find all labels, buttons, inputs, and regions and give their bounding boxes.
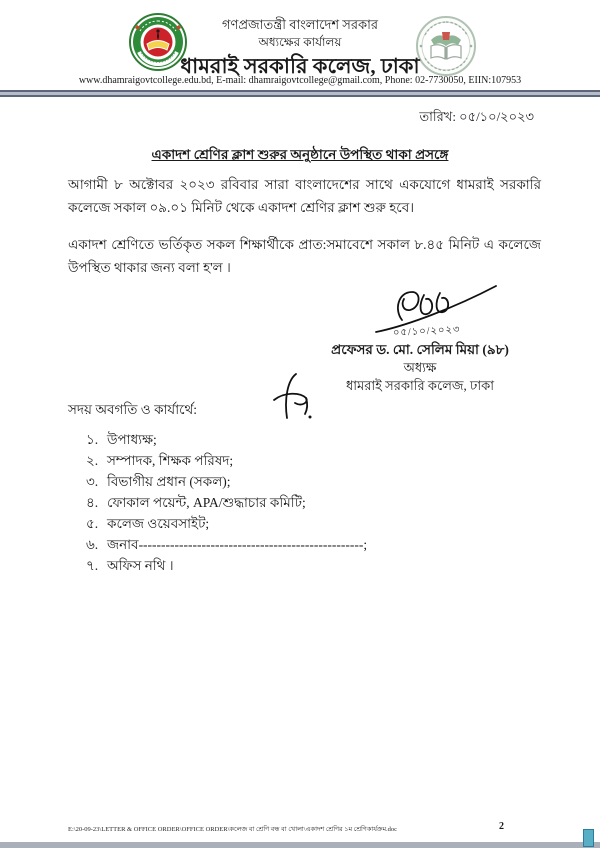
list-item-number: ৪. — [86, 495, 99, 510]
subject-line: একাদশ শ্রেণির ক্লাশ শুরুর অনুষ্ঠানে উপস্থিত থাকা প্রসঙ্গে — [151, 147, 449, 162]
initial-scribble — [260, 370, 322, 429]
signatory-designation: অধ্যক্ষ — [403, 360, 437, 375]
list-item — [86, 555, 546, 576]
list-item-label: বিভাগীয় প্রধান (সকল); — [107, 474, 231, 489]
signatory-name: প্রফেসর ড. মো. সেলিম মিয়া (৯৮) — [331, 342, 509, 357]
signatory-institution: ধামরাই সরকারি কলেজ, ঢাকা — [345, 378, 495, 393]
distribution-list — [86, 429, 546, 576]
body-paragraph-1: আগামী ৮ অক্টোবর ২০২৩ রবিবার সারা বাংলাদেশের সাথে একযোগে ধামরাই সরকারি কলেজে সকাল ০৯.০১ মিনিট থেকে একাদশ শ্রেণির ক্লাশ শুরু হবে। — [68, 177, 541, 215]
list-item-label: কলেজ ওয়েবসাইট; — [107, 516, 210, 531]
list-item-label: উপাধ্যক্ষ; — [107, 432, 157, 447]
list-item-label: ফোকাল পয়েন্ট, APA/শুদ্ধাচার কমিটি; — [107, 495, 306, 510]
signature-block — [300, 340, 540, 395]
list-item-label: সম্পাদক, শিক্ষক পরিষদ; — [107, 453, 234, 468]
list-item — [86, 513, 546, 534]
contact-line: www.dhamraigovtcollege.edu.bd, E-mail: dhamraigovtcollege@gmail.com, Phone: 02-7730050, EIIN:107953 — [78, 75, 522, 86]
distribution-heading: সদয় অবগতি ও কার্যার্থে: — [68, 402, 198, 417]
college-name: ধামরাই সরকারি কলেজ, ঢাকা — [180, 54, 420, 78]
page-number: 2 — [499, 821, 504, 832]
letter-date: তারিখ: ০৫/১০/২০২৩ — [419, 109, 534, 124]
government-line: গণপ্রজাতন্ত্রী বাংলাদেশ সরকার — [221, 17, 379, 32]
office-line: অধ্যক্ষের কার্যালয় — [258, 35, 342, 49]
list-item-number: ৫. — [86, 516, 99, 531]
list-item-number: ২. — [86, 453, 99, 468]
list-item-number: ১. — [86, 432, 99, 447]
list-item — [86, 492, 546, 513]
list-item-number: ৬. — [86, 537, 99, 552]
list-item — [86, 534, 546, 555]
window-bottom-edge — [0, 842, 600, 848]
header-divider — [0, 90, 600, 97]
list-item-label: অফিস নথি । — [107, 558, 174, 573]
list-item-label: জনাব--------------------------------------------------; — [107, 537, 368, 552]
list-item-number: ৭. — [86, 558, 99, 573]
body-paragraph-2: একাদশ শ্রেণিতে ভর্তিকৃত সকল শিক্ষার্থীকে প্রাত:সমাবেশে সকাল ৮.৪৫ মিনিট এ কলেজে উপস্থিত থাকার জন্য বলা হ'ল । — [68, 237, 541, 275]
scrollbar-thumb[interactable] — [583, 829, 594, 847]
list-item-number: ৩. — [86, 474, 99, 489]
list-item — [86, 429, 546, 450]
list-item — [86, 450, 546, 471]
list-item — [86, 471, 546, 492]
letterhead — [0, 16, 600, 79]
signature-date: ০৫/১০/২০২৩ — [392, 324, 461, 339]
footer-file-path: E:\20-09-23\LETTER & OFFICE ORDER\OFFICE ORDER\কলেজ বা শ্রেণি বন্ধ বা খোলা\একাদশ শ্রেণির ১ম শ্রেণিকার্যক্রম.doc — [68, 826, 398, 833]
